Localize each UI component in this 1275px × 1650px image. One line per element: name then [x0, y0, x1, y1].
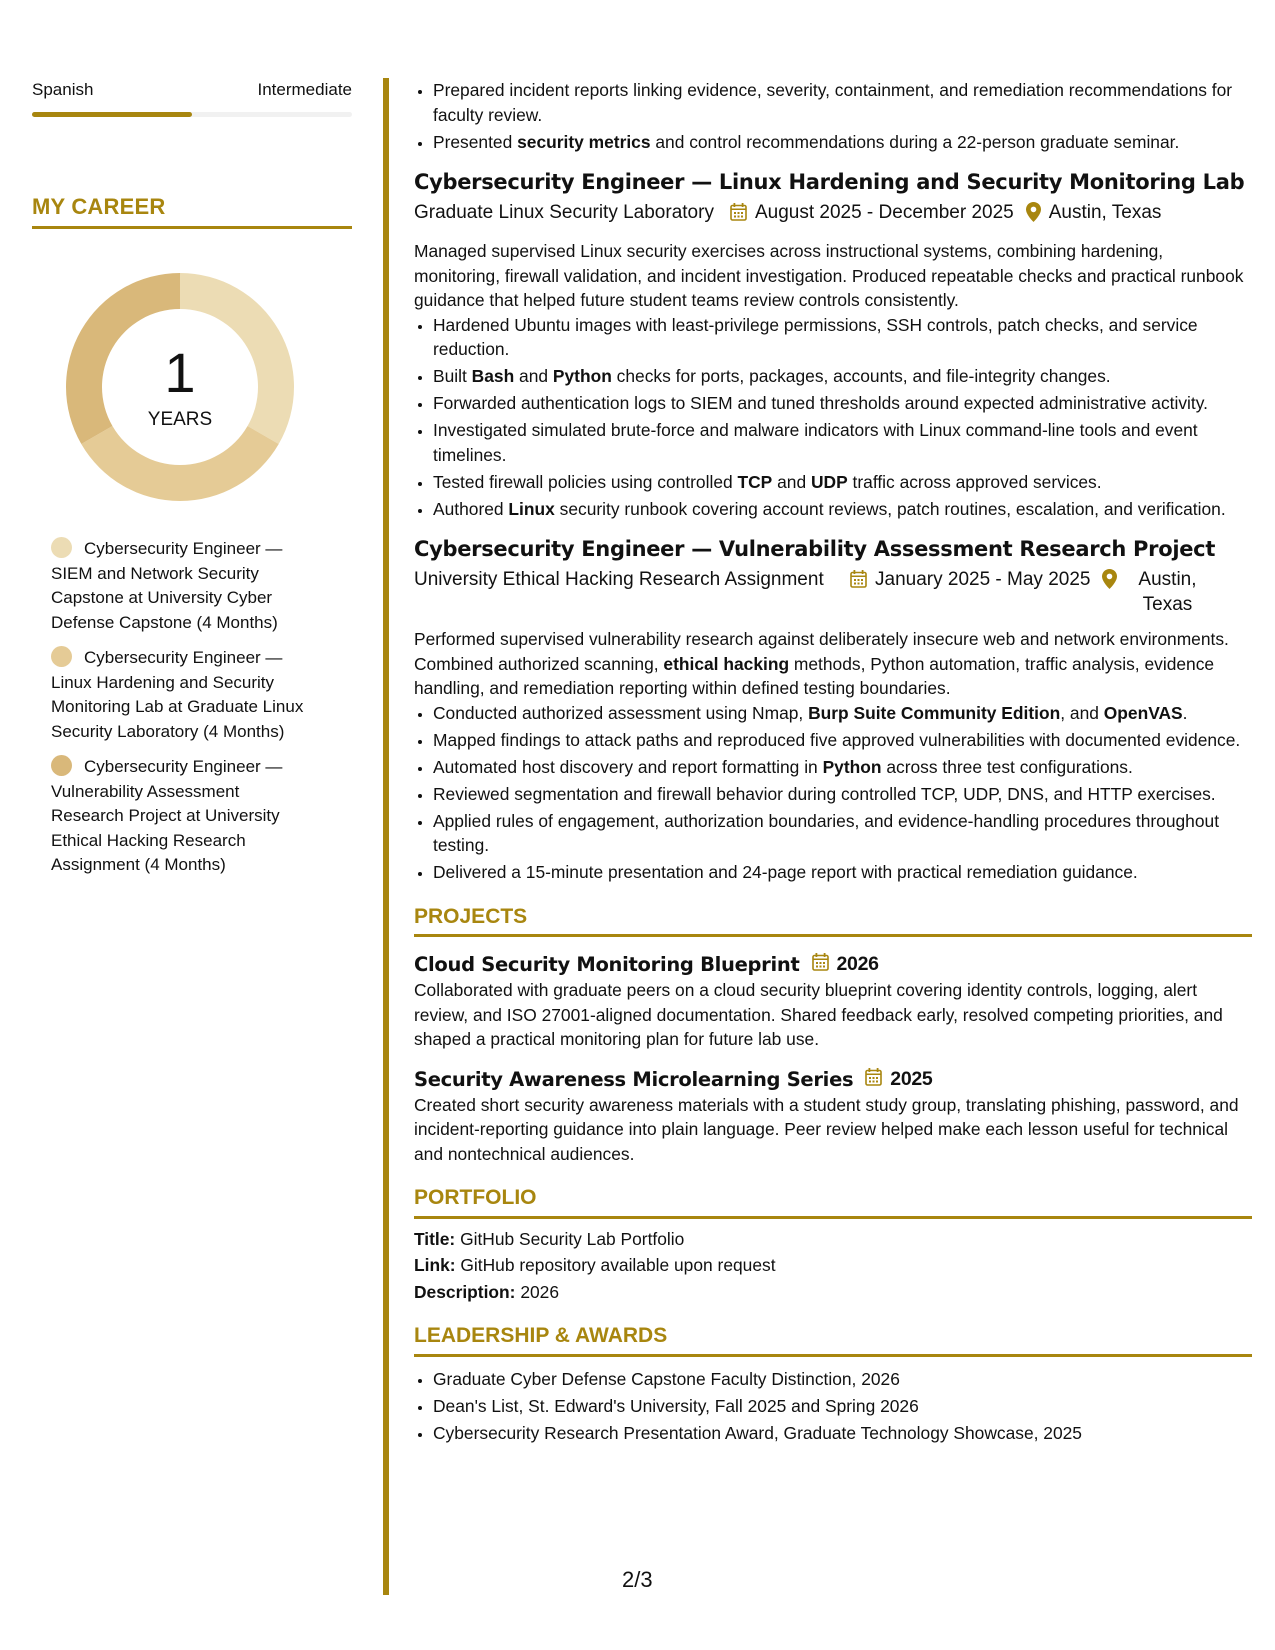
job-dates: January 2025 - May 2025	[875, 569, 1091, 590]
column-divider	[383, 78, 389, 1595]
job-summary: Performed supervised vulnerability research against deliberately insecure web and network environments. Combined authorized scanning, ethical hacking methods, Python automation, traffic analysis, evidence handling, and remediation reporting within defined testing boundaries.	[414, 629, 1229, 698]
job-entry	[414, 168, 1252, 521]
job-location: Austin, Texas	[1048, 202, 1162, 223]
calendar-icon	[730, 203, 747, 228]
project-description: Created short security awareness materials with a student study group, translating phishing, password, and incident-reporting guidance into plain language. Peer review helped make each lesson useful for technical and nontechnical audiences.	[414, 1094, 1239, 1164]
bullet-item: • Automated host discovery and report formatting in Python across three test configurations.	[433, 755, 1252, 780]
job-organization: Graduate Linux Security Laboratory	[414, 202, 714, 223]
bullet-item: • Forwarded authentication logs to SIEM and tuned thresholds around expected administrative activity.	[433, 391, 1252, 416]
bullet-item: • Delivered a 15-minute presentation and 24-page report with practical remediation guidance.	[433, 860, 1252, 885]
project-entry	[414, 951, 1252, 1052]
award-item: • Graduate Cyber Defense Capstone Faculty Distinction, 2026	[433, 1367, 1252, 1392]
job-title: Cybersecurity Engineer — Vulnerability Assessment Research Project	[414, 537, 1216, 561]
career-legend	[51, 537, 311, 878]
calendar-icon	[850, 570, 867, 595]
award-item: • Cybersecurity Research Presentation Award, Graduate Technology Showcase, 2025	[433, 1421, 1252, 1446]
bullet-item: • Prepared incident reports linking evidence, severity, containment, and remediation recommendations for faculty review.	[433, 78, 1252, 127]
project-year: 2026	[836, 953, 879, 975]
location-pin-icon	[1102, 569, 1117, 596]
career-section-title: MY CAREER	[32, 194, 352, 229]
language-row	[32, 78, 352, 102]
job-location: Austin, Texas	[1138, 569, 1197, 615]
left-column	[32, 78, 352, 889]
bullet-item: • Applied rules of engagement, authorization boundaries, and evidence-handling procedures throughout testing.	[433, 809, 1252, 858]
portfolio-description-row	[414, 1280, 1252, 1305]
calendar-icon	[865, 1066, 882, 1093]
bullet-item: • Hardened Ubuntu images with least-privilege permissions, SSH controls, patch checks, and service reduction.	[433, 313, 1252, 362]
legend-swatch	[51, 537, 72, 558]
portfolio-title-label: Title:	[414, 1228, 456, 1249]
job-title: Cybersecurity Engineer — Linux Hardening and Security Monitoring Lab	[414, 170, 1245, 194]
language-name: Spanish	[32, 80, 94, 99]
portfolio-description-label: Description:	[414, 1281, 516, 1302]
career-total-value: 1	[164, 341, 196, 404]
bullet-item: • Authored Linux security runbook covering account reviews, patch routines, escalation, and verification.	[433, 497, 1252, 522]
donut-slice-2	[81, 426, 278, 501]
job-bullets	[414, 313, 1252, 522]
job-meta	[414, 200, 1252, 229]
career-total-unit: YEARS	[147, 409, 213, 430]
job-meta	[414, 567, 1252, 617]
legend-label: Cybersecurity Engineer — Linux Hardening and Security Monitoring Lab at Graduate Linux Security Laboratory (4 Months)	[51, 648, 304, 741]
legend-item	[51, 755, 311, 878]
bullet-item: • Built Bash and Python checks for ports, packages, accounts, and file-integrity changes.	[433, 364, 1252, 389]
bullet-item: • Mapped findings to attack paths and reproduced five approved vulnerabilities with documented evidence.	[433, 728, 1252, 753]
bullet-item: • Tested firewall policies using controlled TCP and UDP traffic across approved services.	[433, 470, 1252, 495]
project-name: Cloud Security Monitoring Blueprint	[414, 953, 800, 976]
calendar-icon	[812, 951, 829, 978]
job-dates: August 2025 - December 2025	[754, 202, 1014, 223]
projects-section-title: PROJECTS	[414, 905, 1252, 938]
career-donut-chart	[66, 273, 294, 501]
project-name: Security Awareness Microlearning Series	[414, 1067, 854, 1091]
job-summary: Managed supervised Linux security exercises across instructional systems, combining hardening, monitoring, firewall validation, and incident investigation. Produced repeatable checks and practical runbook guidance that helped future student teams review controls consistently.	[414, 241, 1244, 310]
project-year: 2025	[890, 1067, 933, 1090]
portfolio-title-row	[414, 1227, 1252, 1252]
portfolio-title-value: GitHub Security Lab Portfolio	[460, 1228, 685, 1249]
legend-item	[51, 646, 311, 744]
project-title-row	[414, 951, 1252, 978]
legend-item	[51, 537, 311, 635]
language-level: Intermediate	[257, 80, 352, 99]
legend-swatch	[51, 755, 72, 776]
language-proficiency-bar	[32, 112, 352, 117]
legend-label: Cybersecurity Engineer — SIEM and Network Security Capstone at University Cyber Defense Capstone (4 Months)	[51, 539, 283, 632]
portfolio-block	[414, 1227, 1252, 1305]
portfolio-section-title: PORTFOLIO	[414, 1186, 1252, 1219]
job-organization: University Ethical Hacking Research Assignment	[414, 569, 824, 590]
awards-section-title: LEADERSHIP & AWARDS	[414, 1324, 1252, 1357]
location-pin-icon	[1026, 202, 1041, 229]
portfolio-description-value: 2026	[520, 1281, 559, 1302]
bullet-item: • Reviewed segmentation and firewall behavior during controlled TCP, UDP, DNS, and HTTP exercises.	[433, 782, 1252, 807]
legend-label: Cybersecurity Engineer — Vulnerability Assessment Research Project at University Ethical Hacking Research Assignment (4 Months)	[51, 757, 283, 874]
awards-list	[414, 1367, 1252, 1446]
main-column	[414, 78, 1252, 1448]
job-entry	[414, 535, 1252, 885]
legend-swatch	[51, 646, 72, 667]
job-bullets	[414, 701, 1252, 885]
portfolio-link-value: GitHub repository available upon request	[460, 1255, 776, 1275]
award-item: • Dean's List, St. Edward's University, Fall 2025 and Spring 2026	[433, 1394, 1252, 1419]
bullet-item: • Presented security metrics and control recommendations during a 22-person graduate seminar.	[433, 130, 1252, 155]
project-title-row	[414, 1066, 1252, 1093]
portfolio-link-row	[414, 1253, 1252, 1278]
portfolio-link-label: Link:	[414, 1255, 456, 1275]
previous-job-bullets	[414, 78, 1252, 154]
project-description: Collaborated with graduate peers on a cloud security blueprint covering identity controls, logging, alert review, and ISO 27001-aligned documentation. Shared feedback early, resolved competing priorities, and shaped a practical monitoring plan for future lab use.	[414, 980, 1223, 1049]
page-number: 2/3	[622, 1567, 653, 1592]
bullet-item: • Investigated simulated brute-force and malware indicators with Linux command-line tools and event timelines.	[433, 418, 1252, 467]
bullet-item: • Conducted authorized assessment using Nmap, Burp Suite Community Edition, and OpenVAS.	[433, 701, 1252, 726]
project-entry	[414, 1066, 1252, 1167]
language-proficiency-fill	[32, 112, 192, 117]
